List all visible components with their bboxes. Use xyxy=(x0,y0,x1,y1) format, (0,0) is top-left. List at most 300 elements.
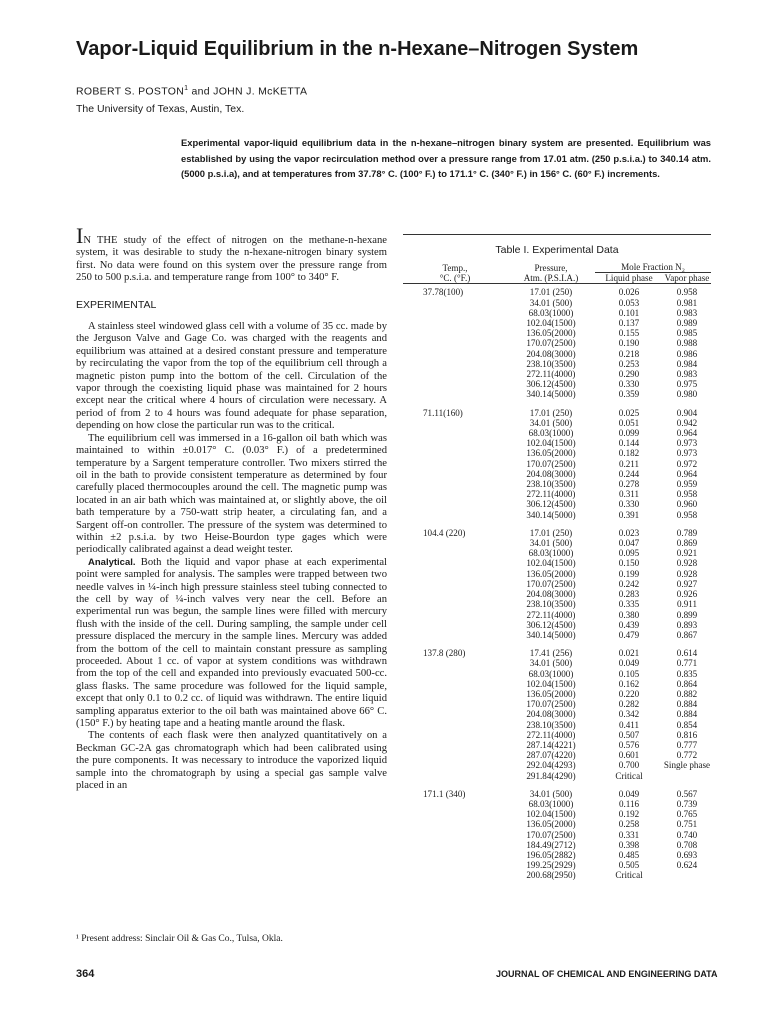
liquid-fraction-cell: 0.211 xyxy=(618,458,640,469)
pressure-cell: 102.04(1500) xyxy=(526,809,576,820)
pressure-cell: 272.11(4000) xyxy=(526,729,576,740)
vapor-fraction-cell: 0.926 xyxy=(676,589,698,600)
table-row xyxy=(403,479,711,489)
vapor-fraction-cell: 0.973 xyxy=(676,438,698,449)
temp-cell xyxy=(403,689,507,699)
table-row xyxy=(403,408,711,418)
vapor-fraction-cell: 0.751 xyxy=(676,819,698,830)
pressure-cell: 17.01 (250) xyxy=(529,287,573,298)
table-row xyxy=(403,469,711,479)
table-row xyxy=(403,860,711,870)
table-row xyxy=(403,579,711,589)
liquid-fraction-cell: 0.199 xyxy=(618,568,640,579)
table-row xyxy=(403,709,711,719)
vapor-fraction-cell: 0.911 xyxy=(676,599,698,610)
body-text-column xyxy=(76,223,387,792)
pressure-cell: 136.05(2000) xyxy=(526,819,576,830)
pressure-cell: 68.03(1000) xyxy=(528,548,574,559)
vapor-fraction-cell: 0.567 xyxy=(676,788,698,799)
table-row xyxy=(403,328,711,338)
pressure-cell: 170.07(2500) xyxy=(526,458,576,469)
pressure-cell: 287.07(4220) xyxy=(526,750,576,761)
pressure-cell: 34.01 (500) xyxy=(529,297,573,308)
temp-header-line2: °C. (°F.) xyxy=(439,273,471,284)
vapor-fraction-cell: 0.983 xyxy=(676,307,698,318)
liquid-fraction-cell: 0.150 xyxy=(618,558,640,569)
pressure-cell: 68.03(1000) xyxy=(528,428,574,439)
table-row xyxy=(403,720,711,730)
table-row xyxy=(403,658,711,668)
vapor-fraction-cell: 0.958 xyxy=(676,489,698,500)
vapor-fraction-cell: 0.975 xyxy=(676,379,698,390)
table-row xyxy=(403,318,711,328)
temp-cell xyxy=(403,558,507,568)
liquid-fraction-cell: 0.290 xyxy=(618,369,640,380)
author-conjunction: and xyxy=(191,85,210,98)
vapor-fraction-cell: 0.928 xyxy=(676,558,698,569)
temp-cell xyxy=(403,860,507,870)
table-row xyxy=(403,689,711,699)
liquid-fraction-cell: Critical xyxy=(615,770,643,781)
temp-cell xyxy=(403,760,507,770)
vapor-fraction-cell: 0.972 xyxy=(676,458,698,469)
table-row xyxy=(403,489,711,499)
liquid-fraction-cell: 0.244 xyxy=(618,468,640,479)
temp-cell xyxy=(403,469,507,479)
group-spacer xyxy=(403,400,711,408)
temp-cell xyxy=(403,750,507,760)
temp-cell xyxy=(403,850,507,860)
liquid-fraction-cell: 0.479 xyxy=(618,629,640,640)
temp-cell: 171.1 (340) xyxy=(423,788,466,799)
vapor-fraction-cell: 0.693 xyxy=(676,849,698,860)
temp-cell xyxy=(403,809,507,819)
temp-cell xyxy=(403,599,507,609)
pressure-cell: 170.07(2500) xyxy=(526,699,576,710)
vapor-fraction-cell: 0.882 xyxy=(676,688,698,699)
pressure-cell: 34.01 (500) xyxy=(529,788,573,799)
table-row xyxy=(403,338,711,348)
table-row xyxy=(403,369,711,379)
table-row xyxy=(403,679,711,689)
table-row xyxy=(403,830,711,840)
data-table xyxy=(403,234,711,881)
temp-cell xyxy=(403,740,507,750)
liquid-fraction-cell: 0.095 xyxy=(618,548,640,559)
vapor-fraction-cell: 0.789 xyxy=(676,527,698,538)
paragraph-text: Both the liquid and vapor phase at each experimental point were sampled for analysis. The samples were trapped between two needle valves in ¼-inch high pressure stainless steel tubing connected to the cell by way of ¼-inch valves very near the cell. Before an experimental run was begun, the sample lines were filled with mercury flush with the inside of the cell. During sampling, the sample under cell pressure displaced the mercury in the sample lines. Mercury was added from the bottom of the cell to maintain constant pressure as sampling proceeded. About 1 cc. of vapor at system conditions was withdrawn from the top of the cell and expanded into previously evacuated 500-cc. glass flasks. The same procedure was followed for the liquid sample, except that only 0.1 to 0.2 cc. of liquid was withdrawn. The entire liquid sampling apparatus exterior to the oil bath was maintained above 66° C. (150° F.) by heating tape and a heating mantle around the flask. xyxy=(76,556,387,730)
liquid-fraction-cell: 0.218 xyxy=(618,348,640,359)
table-row xyxy=(403,819,711,829)
liquid-fraction-cell: Critical xyxy=(615,870,643,881)
intro-paragraph xyxy=(76,223,387,285)
temp-cell xyxy=(403,499,507,509)
pressure-header-line1: Pressure, xyxy=(534,263,568,273)
pressure-cell: 340.14(5000) xyxy=(526,389,576,400)
table-row xyxy=(403,789,711,799)
table-row xyxy=(403,569,711,579)
vapor-fraction-cell: 0.927 xyxy=(676,578,698,589)
liquid-fraction-cell: 0.258 xyxy=(618,819,640,830)
pressure-cell: 196.05(2882) xyxy=(526,849,576,860)
liquid-fraction-cell: 0.335 xyxy=(618,599,640,610)
table-row xyxy=(403,558,711,568)
paragraph: The contents of each flask were then analyzed quantitatively on a Beckman GC-2A gas chromatograph which had been calibrated using the pure components. It was necessary to introduce the vaporized liquid sample into the chromatograph by using a special gas sample valve placed in an xyxy=(76,730,387,792)
table-top-rule xyxy=(403,234,711,235)
temp-cell xyxy=(403,658,507,668)
liquid-fraction-cell: 0.242 xyxy=(618,578,640,589)
liquid-fraction-cell: 0.099 xyxy=(618,428,640,439)
group-spacer xyxy=(403,781,711,789)
temp-cell xyxy=(403,298,507,308)
temp-cell: 104.4 (220) xyxy=(423,527,466,538)
pressure-cell: 102.04(1500) xyxy=(526,438,576,449)
liquid-fraction-cell: 0.330 xyxy=(618,379,640,390)
temp-cell xyxy=(403,338,507,348)
table-row xyxy=(403,740,711,750)
vapor-fraction-cell: 0.921 xyxy=(676,548,698,559)
temp-cell xyxy=(403,308,507,318)
temp-cell xyxy=(403,569,507,579)
table-row xyxy=(403,648,711,658)
pressure-cell: 68.03(1000) xyxy=(528,668,574,679)
pressure-cell: 272.11(4000) xyxy=(526,489,576,500)
group-spacer xyxy=(403,520,711,528)
table-row xyxy=(403,418,711,428)
liquid-fraction-cell: 0.311 xyxy=(618,489,640,500)
vapor-fraction-cell: 0.864 xyxy=(676,678,698,689)
liquid-phase-header: Liquid phase xyxy=(605,273,653,284)
liquid-fraction-cell: 0.155 xyxy=(618,328,640,339)
table-row xyxy=(403,840,711,850)
liquid-fraction-cell: 0.505 xyxy=(618,860,640,871)
liquid-fraction-cell: 0.359 xyxy=(618,389,640,400)
vapor-fraction-cell: 0.740 xyxy=(676,829,698,840)
pressure-cell: 287.14(4221) xyxy=(526,739,576,750)
abstract: Experimental vapor-liquid equilibrium data in the n-hexane–nitrogen binary system are presented. Equilibrium was established by using the vapor recirculation method over a pressure range from 17.01 atm. (250 p.s.i.a.) to 340.14 atm. (5000 p.s.i.a), and at temperatures from 37.78° C. (100° F.) to 171.1° C. (340° F.) in 156° C. (60° F.) increments. xyxy=(181,137,711,180)
temp-cell xyxy=(403,389,507,399)
vapor-fraction-cell: 0.835 xyxy=(676,668,698,679)
pressure-cell: 68.03(1000) xyxy=(528,798,574,809)
temp-cell xyxy=(403,610,507,620)
pressure-cell: 34.01 (500) xyxy=(529,538,573,549)
paragraph: A stainless steel windowed glass cell with a volume of 35 cc. made by the Jerguson Valve and Gage Co. was charged with the reagents and equilibrium was attained at a desired constant pressure and temperature by recirculating the vapor from the top of the equilibrium cell through a magnetic piston pump into the bottom of the cell. Circulation of the vapor through the coexisting liquid phase was maintained for 2 hours except near the critical where 4 hours of circulation were necessary. A period of from 2 to 4 hours was found adequate for phase separation, depending on how close the particular run was to the critical. xyxy=(76,321,387,432)
table-row xyxy=(403,760,711,770)
liquid-fraction-cell: 0.330 xyxy=(618,499,640,510)
temp-cell xyxy=(403,459,507,469)
vapor-fraction-cell: 0.986 xyxy=(676,348,698,359)
temp-cell xyxy=(403,669,507,679)
runin-heading: Analytical. xyxy=(88,556,136,568)
temp-cell xyxy=(403,510,507,520)
table-row xyxy=(403,599,711,609)
pressure-cell: 200.68(2950) xyxy=(526,870,576,881)
temp-cell xyxy=(403,720,507,730)
vapor-fraction-cell xyxy=(663,870,711,880)
liquid-fraction-cell: 0.047 xyxy=(618,538,640,549)
pressure-cell: 292.04(4293) xyxy=(526,760,576,771)
temp-cell xyxy=(403,438,507,448)
temp-header xyxy=(403,262,507,284)
vapor-fraction-cell: 0.958 xyxy=(676,287,698,298)
table-row xyxy=(403,349,711,359)
table-body xyxy=(403,287,711,880)
temp-cell xyxy=(403,328,507,338)
temp-cell xyxy=(403,730,507,740)
vapor-fraction-cell: 0.854 xyxy=(676,719,698,730)
table-row xyxy=(403,699,711,709)
vapor-fraction-cell: 0.964 xyxy=(676,428,698,439)
vapor-fraction-cell: Single phase xyxy=(663,760,711,771)
temp-cell xyxy=(403,349,507,359)
vapor-fraction-cell: 0.765 xyxy=(676,809,698,820)
pressure-cell: 306.12(4500) xyxy=(526,379,576,390)
liquid-fraction-cell: 0.278 xyxy=(618,479,640,490)
temp-header-line1: Temp., xyxy=(442,263,468,273)
temp-cell xyxy=(403,489,507,499)
liquid-fraction-cell: 0.053 xyxy=(618,297,640,308)
temp-cell xyxy=(403,448,507,458)
liquid-fraction-cell: 0.220 xyxy=(618,688,640,699)
liquid-fraction-cell: 0.439 xyxy=(618,619,640,630)
temp-cell xyxy=(403,318,507,328)
liquid-fraction-cell: 0.576 xyxy=(618,739,640,750)
vapor-fraction-cell: 0.904 xyxy=(676,407,698,418)
vapor-fraction-cell: 0.984 xyxy=(676,358,698,369)
pressure-cell: 291.84(4290) xyxy=(526,770,576,781)
pressure-cell: 272.11(4000) xyxy=(526,369,576,380)
author-name: ROBERT S. POSTON xyxy=(76,85,185,98)
table-row xyxy=(403,669,711,679)
pressure-cell: 102.04(1500) xyxy=(526,318,576,329)
vapor-fraction-cell: 0.989 xyxy=(676,318,698,329)
liquid-fraction-cell: 0.411 xyxy=(618,719,640,730)
table-row xyxy=(403,359,711,369)
vapor-fraction-cell xyxy=(663,771,711,781)
table-row xyxy=(403,287,711,297)
liquid-fraction-cell: 0.105 xyxy=(618,668,640,679)
vapor-fraction-cell: 0.884 xyxy=(676,699,698,710)
table-row xyxy=(403,771,711,781)
temp-cell xyxy=(403,548,507,558)
vapor-fraction-cell: 0.893 xyxy=(676,619,698,630)
pressure-cell: 34.01 (500) xyxy=(529,658,573,669)
pressure-cell: 204.08(3000) xyxy=(526,709,576,720)
pressure-cell: 340.14(5000) xyxy=(526,509,576,520)
temp-cell xyxy=(403,479,507,489)
affiliation: The University of Texas, Austin, Tex. xyxy=(76,103,245,115)
liquid-fraction-cell: 0.162 xyxy=(618,678,640,689)
temp-cell: 37.78(100) xyxy=(423,287,464,298)
temp-cell xyxy=(403,379,507,389)
vapor-fraction-cell: 0.959 xyxy=(676,479,698,490)
pressure-cell: 306.12(4500) xyxy=(526,619,576,630)
temp-cell xyxy=(403,819,507,829)
pressure-cell: 17.01 (250) xyxy=(529,527,573,538)
table-row xyxy=(403,448,711,458)
vapor-fraction-cell: 0.983 xyxy=(676,369,698,380)
vapor-fraction-cell: 0.884 xyxy=(676,709,698,720)
pressure-cell: 272.11(4000) xyxy=(526,609,576,620)
vapor-fraction-cell: 0.772 xyxy=(676,750,698,761)
footnote: ¹ Present address: Sinclair Oil & Gas Co., Tulsa, Okla. xyxy=(76,934,283,944)
vapor-fraction-cell: 0.964 xyxy=(676,468,698,479)
liquid-fraction-cell: 0.253 xyxy=(618,358,640,369)
pressure-cell: 184.49(2712) xyxy=(526,839,576,850)
liquid-fraction-cell: 0.190 xyxy=(618,338,640,349)
paper-title: Vapor-Liquid Equilibrium in the n-Hexane–Nitrogen System xyxy=(76,38,639,60)
pressure-cell: 17.41 (256) xyxy=(529,648,573,659)
pressure-cell: 204.08(3000) xyxy=(526,589,576,600)
page-number: 364 xyxy=(76,968,95,980)
vapor-fraction-cell: 0.869 xyxy=(676,538,698,549)
temp-cell xyxy=(403,699,507,709)
pressure-cell: 102.04(1500) xyxy=(526,558,576,569)
liquid-fraction-cell: 0.398 xyxy=(618,839,640,850)
pressure-header-line2: Atm. (P.S.I.A.) xyxy=(523,273,579,284)
vapor-fraction-cell: 0.624 xyxy=(676,860,698,871)
liquid-fraction-cell: 0.282 xyxy=(618,699,640,710)
liquid-fraction-cell: 0.182 xyxy=(618,448,640,459)
liquid-fraction-cell: 0.331 xyxy=(618,829,640,840)
table-row xyxy=(403,298,711,308)
pressure-cell: 238.10(3500) xyxy=(526,479,576,490)
vapor-fraction-cell: 0.981 xyxy=(676,297,698,308)
vapor-fraction-cell: 0.988 xyxy=(676,338,698,349)
liquid-fraction-cell: 0.507 xyxy=(618,729,640,740)
liquid-fraction-cell: 0.342 xyxy=(618,709,640,720)
experimental-data-table xyxy=(403,262,711,881)
intro-text: N THE study of the effect of nitrogen on the methane-n-hexane system, it was desirable to study the n-hexane-nitrogen binary system first. No data were found on this system over the pressure range from 250 to 500 p.s.i.a. and temperature range from 100° to 340° F. xyxy=(76,235,387,284)
temp-cell xyxy=(403,589,507,599)
table-row xyxy=(403,589,711,599)
table-row xyxy=(403,308,711,318)
pressure-cell: 102.04(1500) xyxy=(526,678,576,689)
liquid-fraction-cell: 0.049 xyxy=(618,788,640,799)
table-row xyxy=(403,730,711,740)
liquid-fraction-cell: 0.116 xyxy=(618,798,640,809)
pressure-cell: 170.07(2500) xyxy=(526,829,576,840)
table-header xyxy=(403,262,711,287)
temp-cell xyxy=(403,418,507,428)
vapor-fraction-cell: 0.739 xyxy=(676,798,698,809)
pressure-cell: 204.08(3000) xyxy=(526,348,576,359)
pressure-cell: 204.08(3000) xyxy=(526,468,576,479)
temp-cell xyxy=(403,538,507,548)
mole-fraction-header: Mole Fraction N₂ xyxy=(595,262,711,273)
group-spacer xyxy=(403,640,711,648)
vapor-fraction-cell: 0.867 xyxy=(676,629,698,640)
temp-cell xyxy=(403,799,507,809)
temp-cell xyxy=(403,359,507,369)
table-row xyxy=(403,428,711,438)
temp-cell xyxy=(403,840,507,850)
liquid-fraction-cell: 0.101 xyxy=(618,307,640,318)
table-row xyxy=(403,510,711,520)
pressure-cell: 136.05(2000) xyxy=(526,568,576,579)
drop-cap: I xyxy=(76,223,84,248)
temp-cell: 71.11(160) xyxy=(423,407,463,418)
pressure-header xyxy=(507,262,595,284)
liquid-fraction-cell: 0.485 xyxy=(618,849,640,860)
temp-cell xyxy=(403,369,507,379)
table-row xyxy=(403,799,711,809)
liquid-fraction-cell: 0.601 xyxy=(618,750,640,761)
paragraph xyxy=(76,557,387,731)
temp-cell xyxy=(403,620,507,630)
liquid-fraction-cell: 0.380 xyxy=(618,609,640,620)
pressure-cell: 170.07(2500) xyxy=(526,338,576,349)
vapor-fraction-cell: 0.708 xyxy=(676,839,698,850)
liquid-fraction-cell: 0.391 xyxy=(618,509,640,520)
vapor-fraction-cell: 0.816 xyxy=(676,729,698,740)
pressure-cell: 238.10(3500) xyxy=(526,719,576,730)
paragraph: The equilibrium cell was immersed in a 16-gallon oil bath which was maintained to within ±0.017° C. (0.03° F.) of a predetermined temperature by a Sargent temperature controller. Two mixers stirred the oil in the bath to provide consistent temperature as determined by four carefully placed thermocouples around the cell. The magnetic pump was located in an air bath which was maintained at, or slightly above, the oil bath temperature by a 750-watt strip heater, a circulating fan, and a Sargent off-on controller. The pressure of the system was determined to within ±2 p.s.i.a. by two Heise-Bourdon type gages which were periodically calibrated against a dead weight tester. xyxy=(76,432,387,556)
pressure-cell: 17.01 (250) xyxy=(529,407,573,418)
table-row xyxy=(403,750,711,760)
table-row xyxy=(403,610,711,620)
temp-cell xyxy=(403,870,507,880)
temp-cell xyxy=(403,428,507,438)
table-title: Table I. Experimental Data xyxy=(495,244,619,256)
liquid-fraction-cell: 0.283 xyxy=(618,589,640,600)
vapor-fraction-cell: 0.928 xyxy=(676,568,698,579)
table-row xyxy=(403,459,711,469)
footnote-marker: 1 xyxy=(184,85,189,92)
pressure-cell: 136.05(2000) xyxy=(526,448,576,459)
pressure-cell: 136.05(2000) xyxy=(526,328,576,339)
vapor-fraction-cell: 0.771 xyxy=(676,658,698,669)
table-row xyxy=(403,379,711,389)
liquid-fraction-cell: 0.051 xyxy=(618,417,640,428)
vapor-fraction-cell: 0.899 xyxy=(676,609,698,620)
liquid-fraction-cell: 0.137 xyxy=(618,318,640,329)
vapor-fraction-cell: 0.973 xyxy=(676,448,698,459)
vapor-fraction-cell: 0.614 xyxy=(676,648,698,659)
table-row xyxy=(403,620,711,630)
table-row xyxy=(403,538,711,548)
journal-name: JOURNAL OF CHEMICAL AND ENGINEERING DATA xyxy=(496,969,718,979)
temp-cell xyxy=(403,771,507,781)
temp-cell xyxy=(403,709,507,719)
liquid-fraction-cell: 0.025 xyxy=(618,407,640,418)
table-row xyxy=(403,630,711,640)
pressure-cell: 340.14(5000) xyxy=(526,629,576,640)
pressure-cell: 170.07(2500) xyxy=(526,578,576,589)
temp-cell xyxy=(403,579,507,589)
pressure-cell: 136.05(2000) xyxy=(526,688,576,699)
liquid-fraction-cell: 0.026 xyxy=(618,287,640,298)
pressure-cell: 34.01 (500) xyxy=(529,417,573,428)
temp-cell: 137.8 (280) xyxy=(423,648,466,659)
temp-cell xyxy=(403,630,507,640)
section-heading: EXPERIMENTAL xyxy=(76,298,157,311)
vapor-fraction-cell: 0.960 xyxy=(676,499,698,510)
author-line xyxy=(76,85,307,98)
pressure-cell: 306.12(4500) xyxy=(526,499,576,510)
vapor-fraction-cell: 0.942 xyxy=(676,417,698,428)
pressure-cell: 68.03(1000) xyxy=(528,307,574,318)
pressure-cell: 199.25(2929) xyxy=(526,860,576,871)
temp-cell xyxy=(403,830,507,840)
vapor-fraction-cell: 0.777 xyxy=(676,739,698,750)
temp-cell xyxy=(403,679,507,689)
pressure-cell: 238.10(3500) xyxy=(526,358,576,369)
table-row xyxy=(403,548,711,558)
vapor-phase-header: Vapor phase xyxy=(664,273,710,284)
liquid-fraction-cell: 0.192 xyxy=(618,809,640,820)
table-row xyxy=(403,528,711,538)
